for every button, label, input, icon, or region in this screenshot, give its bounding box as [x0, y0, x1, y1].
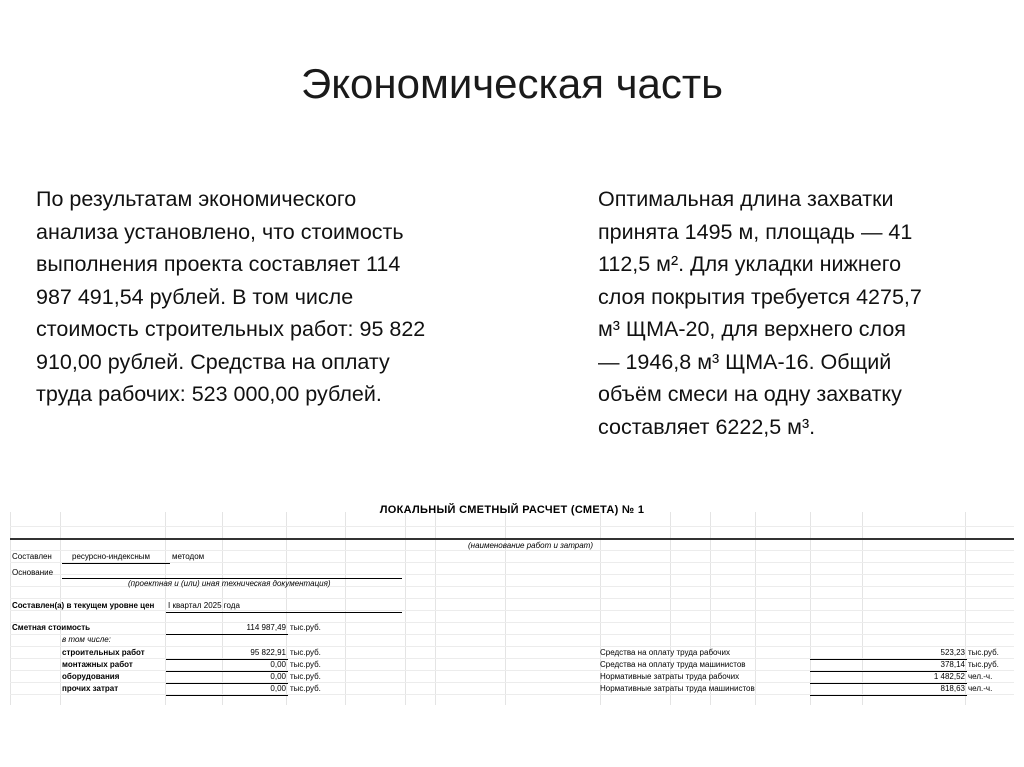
- paragraph-line: 910,00 рублей. Средства на оплату: [36, 349, 390, 374]
- right-row-value: 818,63: [940, 684, 965, 693]
- left-row-label: оборудования: [62, 672, 120, 681]
- right-row-label: Нормативные затраты труда машинистов: [600, 684, 755, 693]
- paragraph-line: принята 1495 м, площадь — 41: [598, 219, 913, 244]
- paragraph-line: м³ ЩМА-20, для верхнего слоя: [598, 317, 906, 341]
- cost-value: 114 987,49: [246, 623, 286, 632]
- divider: [10, 538, 1014, 540]
- including-label: в том числе:: [62, 635, 111, 644]
- right-row-unit: тыс.руб.: [968, 648, 999, 657]
- price-level-value: I квартал 2025 года: [168, 601, 240, 610]
- right-row-unit: чел.-ч.: [968, 672, 993, 681]
- right-row-unit: тыс.руб.: [968, 660, 999, 669]
- paragraph-line: труда рабочих: 523 000,00 рублей.: [36, 382, 382, 406]
- basis-label: Основание: [12, 568, 54, 577]
- basis-hint: (проектная и (или) иная техническая документация): [128, 579, 331, 588]
- estimate-spreadsheet: [10, 492, 1014, 705]
- right-row-value: 523,23: [940, 648, 965, 657]
- cost-label: Сметная стоимость: [12, 623, 91, 632]
- paragraph-line: объём смеси на одну захватку: [598, 382, 902, 406]
- paragraph-line: По результатам экономического: [36, 187, 357, 211]
- right-row-label: Средства на оплату труда машинистов: [600, 660, 746, 669]
- composed-method: ресурсно-индексным: [72, 552, 151, 561]
- right-row-value: 1 482,52: [933, 672, 965, 681]
- paragraph-line: 112,5 м². Для укладки нижнего: [598, 252, 902, 276]
- paragraph-line: анализа установлено, что стоимость: [36, 219, 404, 244]
- method-word: методом: [172, 552, 205, 561]
- composed-label: Составлен: [12, 552, 52, 561]
- left-row-unit: тыс.руб.: [290, 684, 321, 693]
- left-row-value: 0,00: [270, 684, 286, 693]
- capture-length-paragraph: [598, 183, 1018, 443]
- paragraph-line: выполнения проекта составляет 114: [36, 252, 401, 276]
- cost-unit: тыс.руб.: [290, 623, 321, 632]
- paragraph-line: стоимость строительных работ: 95 822: [36, 317, 426, 341]
- left-row-unit: тыс.руб.: [290, 648, 321, 657]
- left-row-label: монтажных работ: [62, 660, 133, 669]
- left-row-value: 95 822,91: [250, 648, 286, 657]
- paragraph-line: 987 491,54 рублей. В том числе: [36, 284, 354, 309]
- paragraph-line: составляет 6222,5 м³.: [598, 414, 816, 439]
- right-row-label: Средства на оплату труда рабочих: [600, 648, 730, 657]
- paragraph-line: Оптимальная длина захватки: [598, 187, 894, 211]
- slide-title: Экономическая часть: [301, 60, 723, 107]
- right-row-value: 378,14: [940, 660, 965, 669]
- left-row-unit: тыс.руб.: [290, 660, 321, 669]
- work-name-hint: (наименование работ и затрат): [468, 541, 594, 550]
- estimate-title: ЛОКАЛЬНЫЙ СМЕТНЫЙ РАСЧЕТ (СМЕТА) № 1: [379, 504, 645, 516]
- left-row-label: строительных работ: [62, 648, 145, 657]
- left-row-value: 0,00: [270, 660, 286, 669]
- paragraph-line: слоя покрытия требуется 4275,7: [598, 284, 922, 309]
- price-level-label: Составлен(а) в текущем уровне цен: [12, 601, 155, 610]
- left-row-value: 0,00: [270, 672, 286, 681]
- left-row-label: прочих затрат: [62, 684, 119, 693]
- right-row-unit: чел.-ч.: [968, 684, 993, 693]
- cost-summary-paragraph: [36, 183, 556, 411]
- left-row-unit: тыс.руб.: [290, 672, 321, 681]
- paragraph-line: — 1946,8 м³ ЩМА-16. Общий: [598, 349, 892, 374]
- right-row-label: Нормативные затраты труда рабочих: [600, 672, 740, 681]
